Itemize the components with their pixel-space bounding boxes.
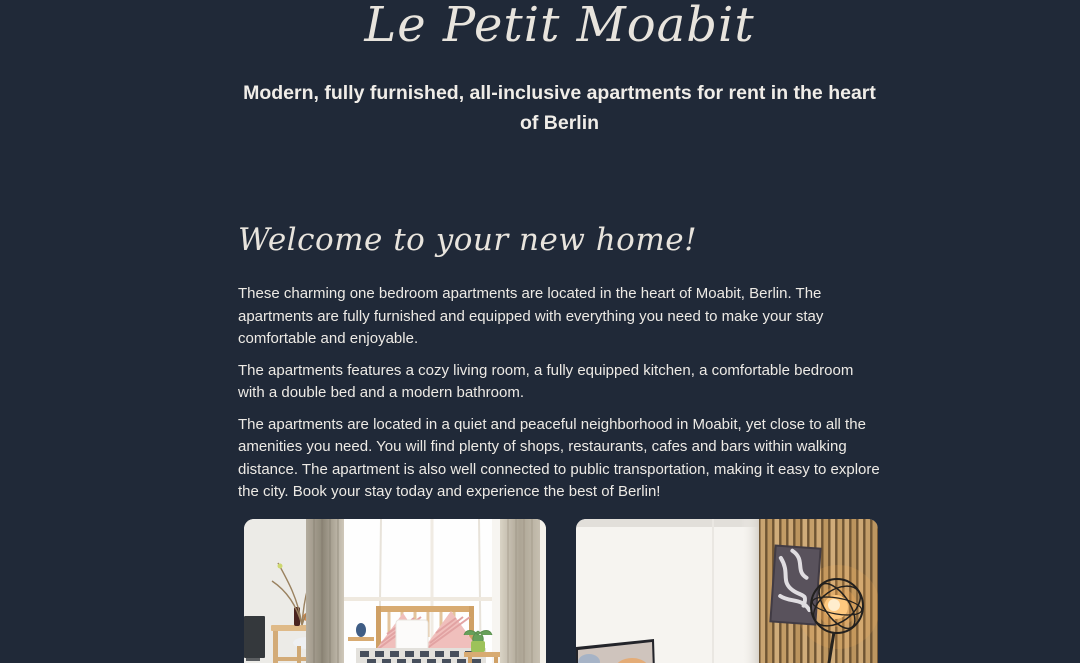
bedroom-photo	[244, 519, 546, 663]
site-title: Le Petit Moabit	[364, 0, 755, 53]
paragraph-neighborhood: The apartments are located in a quiet and peaceful neighborhood in Moabit, yet close to all the amenities you need. You will find plenty of shops, restaurants, cafes and bars within walking distance. The apartment is also well connected to public transportation, making it easy to explore the city. Book your stay today and experience the best of Berlin!	[238, 415, 880, 500]
bedroom-photo-illustration	[244, 519, 546, 663]
living-room-photo-illustration	[576, 519, 878, 663]
paragraph-intro: These charming one bedroom apartments are located in the heart of Moabit, Berlin. The apartments are fully furnished and equipped with everything you need to make your stay comfortable and enjoyable.	[238, 285, 824, 347]
paragraph-features: The apartments features a cozy living room, a fully equipped kitchen, a comfortable bedroom with a double bed and a modern bathroom.	[238, 361, 854, 401]
living-room-photo	[576, 519, 878, 663]
site-subtitle: Modern, fully furnished, all-inclusive apartments for rent in the heart of Berlin	[243, 82, 876, 134]
welcome-heading: Welcome to your new home!	[238, 222, 698, 258]
page-content	[238, 0, 881, 663]
photo-gallery	[244, 519, 881, 663]
